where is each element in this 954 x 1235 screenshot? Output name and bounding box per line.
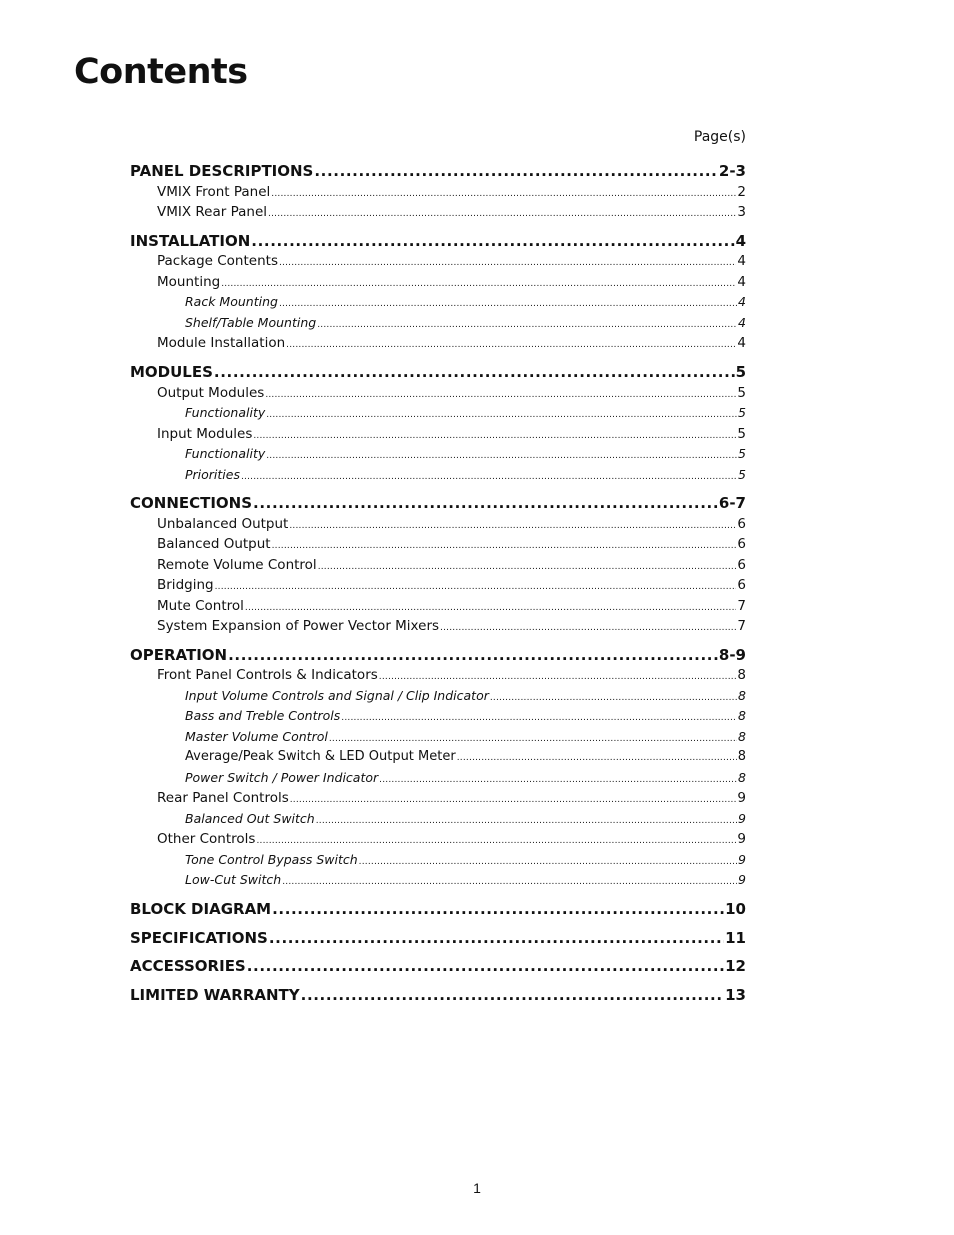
toc-entry-page: 4 [737,335,746,351]
dot-leader [214,362,735,382]
toc-entry-label: Low-Cut Switch [185,872,282,887]
toc-entry-page: 2-3 [718,162,746,180]
toc-entry-label: Functionality [185,405,266,420]
toc-entry-label: Front Panel Controls & Indicators [157,667,378,683]
toc-entry-page: 5 [737,426,746,442]
toc-entry-label: MODULES [130,363,213,381]
dot-leader [269,928,724,948]
toc-entry-label: Output Modules [157,385,265,401]
toc-entry-page: 4 [735,232,746,250]
toc-entry-label: System Expansion of Power Vector Mixers [157,618,440,634]
toc-entry-page: 6-7 [718,494,746,512]
toc-entry-label: VMIX Rear Panel [157,204,268,220]
toc-entry-page: 8 [737,749,746,764]
toc-entry [185,404,746,424]
toc-entry-label: Balanced Out Switch [185,811,315,826]
toc-entry-label: OPERATION [130,646,228,664]
toc-entry-page: 9 [738,872,746,887]
toc-entry-page: 6 [737,557,746,573]
toc-entry [157,830,746,850]
dot-leader [266,448,737,465]
toc-entry-page: 8-9 [718,646,746,664]
toc-entry [157,203,746,223]
toc-entry [185,810,746,830]
toc-entry [157,425,746,445]
toc-entry-label: LIMITED WARRANTY [130,986,300,1004]
toc-entry-page: 4 [738,315,746,330]
toc-entry-label: Input Modules [157,426,253,442]
toc-entry [185,707,746,727]
dot-leader [286,336,736,354]
toc-entry-label: PANEL DESCRIPTIONS [130,162,314,180]
dot-leader [379,668,737,686]
toc-entry-page: 13 [725,986,746,1004]
toc-entry-label: Master Volume Control [185,729,328,744]
toc-entry [185,728,746,748]
toc-entry-label: Tone Control Bypass Switch [185,852,358,867]
toc-entry-page: 4 [738,294,746,309]
dot-leader [379,772,737,789]
toc-entry-label: BLOCK DIAGRAM [130,900,272,918]
toc-entry [185,871,746,891]
toc-entry-label: Unbalanced Output [157,516,289,532]
toc-entry-page: 8 [738,688,746,703]
dot-leader [289,517,736,535]
dot-leader [253,427,736,445]
toc-entry-label: Other Controls [157,831,256,847]
toc-entry [130,231,746,251]
toc-entry [130,899,746,919]
toc-entry [185,769,746,789]
toc-entry [130,161,746,181]
toc-entry [185,851,746,871]
toc-entry-page: 6 [737,577,746,593]
dot-leader [341,710,737,727]
toc-entry-page: 7 [737,598,746,614]
toc-entry-page: 6 [737,516,746,532]
toc-entry [157,666,746,686]
dot-leader [256,832,736,850]
toc-entry-page: 8 [738,770,746,785]
dot-leader [316,813,737,830]
dot-leader [329,731,737,748]
toc-entry-label: Power Switch / Power Indicator [185,770,379,785]
dot-leader [290,791,737,809]
dot-leader [266,407,737,424]
dot-leader [359,854,737,871]
toc-entry-label: Remote Volume Control [157,557,317,573]
toc-entry-label: Rear Panel Controls [157,790,289,806]
toc-entry [185,293,746,313]
toc-entry [130,956,746,976]
toc-entry-page: 5 [738,405,746,420]
dot-leader [271,185,736,203]
dot-leader [282,874,737,891]
toc-entry [157,384,746,404]
dot-leader [265,386,736,404]
toc-entry-label: Package Contents [157,253,278,269]
page-number: 1 [473,1180,481,1196]
toc-entry-label: Average/Peak Switch & LED Output Meter [185,749,456,764]
dot-leader [268,205,736,223]
toc-entry-label: INSTALLATION [130,232,251,250]
toc-entry-label: SPECIFICATIONS [130,929,268,947]
toc-entry [130,985,746,1005]
toc-entry [130,493,746,513]
toc-entry [130,928,746,948]
toc-entry [157,617,746,637]
toc-entry-label: Bass and Treble Controls [185,708,341,723]
dot-leader [318,558,737,576]
toc-entry [157,556,746,576]
toc-entry [185,466,746,486]
dot-leader [272,899,724,919]
dot-leader [272,537,737,555]
toc-entry-label: Mounting [157,274,221,290]
toc-entry-label: Input Volume Controls and Signal / Clip Indicator [185,688,489,703]
toc-entry-label: Priorities [185,467,240,482]
page-title: Contents [74,52,248,92]
toc-entry [157,334,746,354]
toc-entry-label: Shelf/Table Mounting [185,315,317,330]
pages-column-header: Page(s) [693,129,746,145]
toc-entry [130,645,746,665]
toc-entry-page: 10 [725,900,746,918]
toc-entry-page: 3 [737,204,746,220]
toc-entry [157,183,746,203]
toc-entry [157,597,746,617]
toc-entry-page: 5 [738,446,746,461]
dot-leader [215,578,737,596]
toc-entry [157,252,746,272]
toc-entry [157,535,746,555]
toc-entry-page: 8 [738,708,746,723]
toc-entry-page: 9 [737,831,746,847]
toc-entry-page: 8 [738,729,746,744]
dot-leader [247,956,724,976]
dot-leader [301,985,724,1005]
toc-entry-page: 9 [738,852,746,867]
toc-entry-page: 8 [737,667,746,683]
toc-entry [185,748,746,767]
toc-entry [157,789,746,809]
toc-entry-label: Mute Control [157,598,244,614]
dot-leader [317,317,737,334]
toc-entry-label: Rack Mounting [185,294,278,309]
toc-entry [157,515,746,535]
toc-entry-page: 9 [737,790,746,806]
toc-entry-page: 4 [737,274,746,290]
toc-entry-page: 6 [737,536,746,552]
toc-entry-page: 2 [737,184,746,200]
toc-entry-label: VMIX Front Panel [157,184,271,200]
dot-leader [490,690,737,707]
dot-leader [314,161,718,181]
toc-entry-label: Module Installation [157,335,286,351]
dot-leader [279,254,736,272]
toc-entry [185,314,746,334]
toc-entry-label: Functionality [185,446,266,461]
toc-entry-page: 9 [738,811,746,826]
dot-leader [251,231,734,251]
dot-leader [241,469,737,486]
toc-entry-label: ACCESSORIES [130,957,246,975]
dot-leader [245,599,737,617]
dot-leader [221,275,736,293]
toc-entry-page: 5 [735,363,746,381]
dot-leader [228,645,718,665]
toc-entry [157,576,746,596]
toc-entry-label: Balanced Output [157,536,271,552]
toc-entry [157,273,746,293]
dot-leader [440,619,736,637]
dot-leader [457,750,737,767]
dot-leader [253,493,718,513]
toc-entry [130,362,746,382]
toc-entry-page: 11 [725,929,746,947]
toc-entry-page: 5 [738,467,746,482]
dot-leader [279,296,737,313]
toc-entry-label: CONNECTIONS [130,494,253,512]
toc-entry-label: Bridging [157,577,214,593]
toc-entry-page: 12 [725,957,746,975]
toc-entry [185,445,746,465]
toc-entry [185,687,746,707]
toc-entry-page: 5 [737,385,746,401]
toc-entry-page: 7 [737,618,746,634]
toc-entry-page: 4 [737,253,746,269]
